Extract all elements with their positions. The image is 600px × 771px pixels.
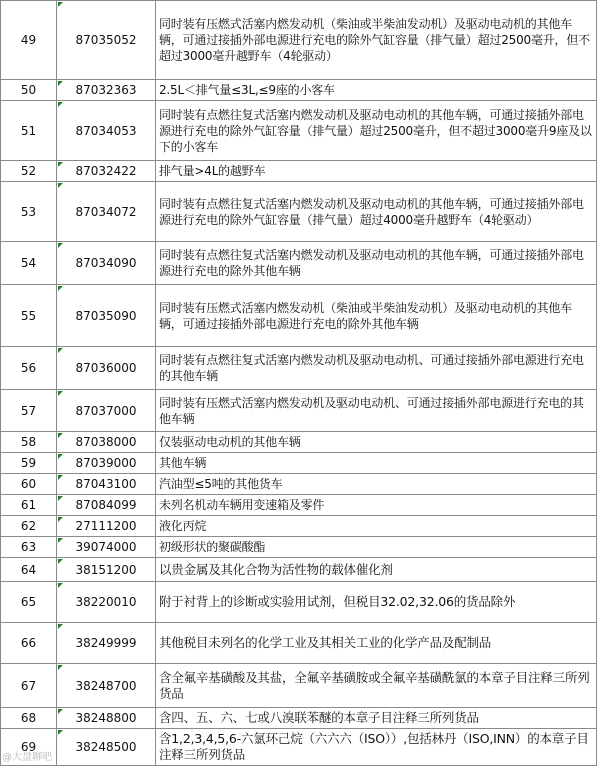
goods-description: 同时装有点燃往复式活塞内燃发动机及驱动电动机的其他车辆，可通过接插外部电源进行充电的除外其他车辆	[156, 242, 597, 285]
hs-code-value: 39074000	[75, 540, 137, 554]
cell-marker-icon	[58, 162, 63, 167]
row-number: 49	[1, 1, 57, 80]
goods-description: 含四、五、六、七或八溴联苯醚的本章子目注释三所列货品	[156, 708, 597, 729]
cell-marker-icon	[58, 624, 63, 629]
hs-code-value: 87038000	[75, 435, 137, 449]
row-number: 68	[1, 708, 57, 729]
goods-description: 含1,2,3,4,5,6-六氯环己烷（六六六（ISO））,包括林丹（ISO,INN）的本章子目注释三所列货品	[156, 729, 597, 766]
goods-description: 排气量>4L的越野车	[156, 161, 597, 182]
hs-code-value: 38151200	[75, 562, 137, 577]
row-number: 61	[1, 495, 57, 516]
row-number: 62	[1, 516, 57, 537]
row-number: 56	[1, 347, 57, 390]
goods-description: 汽油型≤5吨的其他货车	[156, 474, 597, 495]
hs-code-value: 87037000	[75, 403, 137, 418]
table-row	[1, 664, 597, 708]
hs-code	[57, 347, 156, 390]
table-row	[1, 101, 597, 161]
table-row	[1, 729, 597, 766]
cell-marker-icon	[58, 391, 63, 396]
hs-code	[57, 708, 156, 729]
table-row	[1, 516, 597, 537]
table-row	[1, 495, 597, 516]
cell-marker-icon	[58, 433, 63, 438]
goods-description: 同时装有点燃往复式活塞内燃发动机及驱动电动机、可通过接插外部电源进行充电的其他车辆	[156, 347, 597, 390]
hs-code-value: 38249999	[75, 636, 137, 650]
cell-marker-icon	[58, 583, 63, 588]
hs-code	[57, 1, 156, 80]
row-number: 69	[1, 729, 57, 766]
cell-marker-icon	[58, 496, 63, 501]
hs-code	[57, 729, 156, 766]
row-number: 67	[1, 664, 57, 708]
table-row	[1, 1, 597, 80]
table-row	[1, 390, 597, 432]
hs-code-value: 87036000	[75, 361, 137, 375]
hs-code-value: 38220010	[75, 595, 137, 609]
hs-code	[57, 623, 156, 664]
cell-marker-icon	[58, 709, 63, 714]
hs-code-value: 87043100	[75, 477, 137, 491]
hs-code	[57, 432, 156, 453]
hs-code	[57, 495, 156, 516]
hs-code-value: 27111200	[75, 519, 137, 533]
row-number: 63	[1, 537, 57, 558]
hs-code-value: 87034072	[75, 204, 137, 219]
row-number: 58	[1, 432, 57, 453]
table-row	[1, 558, 597, 582]
hs-code	[57, 537, 156, 558]
hs-code	[57, 182, 156, 242]
hs-code	[57, 285, 156, 347]
hs-code	[57, 516, 156, 537]
cell-marker-icon	[58, 475, 63, 480]
row-number: 59	[1, 453, 57, 474]
hs-code-value: 38248800	[75, 711, 137, 725]
cell-marker-icon	[58, 183, 63, 188]
cell-marker-icon	[58, 559, 63, 564]
goods-description: 仅装驱动电动机的其他车辆	[156, 432, 597, 453]
row-number: 66	[1, 623, 57, 664]
goods-description: 同时装有压燃式活塞内燃发动机（柴油或半柴油发动机）及驱动电动机的其他车辆，可通过接插外部电源进行充电的除外气缸容量（排气量）超过2500毫升，但不超过3000毫升越野车（4轮驱动）	[156, 1, 597, 80]
hs-code	[57, 582, 156, 623]
table-row	[1, 161, 597, 182]
hs-code-value: 87032422	[75, 164, 137, 178]
cell-marker-icon	[58, 538, 63, 543]
goods-description: 同时装有点燃往复式活塞内燃发动机及驱动电动机的其他车辆，可通过接插外部电源进行充电的除外气缸容量（排气量）超过4000毫升越野车（4轮驱动）	[156, 182, 597, 242]
cell-marker-icon	[58, 81, 63, 86]
table-row	[1, 708, 597, 729]
row-number: 55	[1, 285, 57, 347]
row-number: 51	[1, 101, 57, 161]
table-row	[1, 285, 597, 347]
row-number: 53	[1, 182, 57, 242]
table-row	[1, 242, 597, 285]
cell-marker-icon	[58, 730, 63, 735]
cell-marker-icon	[58, 454, 63, 459]
hs-code	[57, 390, 156, 432]
goods-description: 附于衬背上的诊断或实验用试剂，但税目32.02,32.06的货品除外	[156, 582, 597, 623]
table-row	[1, 182, 597, 242]
hs-code	[57, 664, 156, 708]
goods-description: 同时装有压燃式活塞内燃发动机及驱动电动机、可通过接插外部电源进行充电的其他车辆	[156, 390, 597, 432]
cell-marker-icon	[58, 286, 63, 291]
row-number: 65	[1, 582, 57, 623]
table-row	[1, 347, 597, 390]
hs-code	[57, 453, 156, 474]
hs-code	[57, 80, 156, 101]
row-number: 54	[1, 242, 57, 285]
hs-code-value: 87034053	[75, 123, 137, 138]
goods-description: 其他车辆	[156, 453, 597, 474]
row-number: 57	[1, 390, 57, 432]
row-number: 52	[1, 161, 57, 182]
cell-marker-icon	[58, 102, 63, 107]
cell-marker-icon	[58, 243, 63, 248]
hs-code-value: 87035052	[75, 33, 137, 47]
table-row	[1, 432, 597, 453]
hs-code	[57, 242, 156, 285]
hs-code	[57, 161, 156, 182]
goods-description: 同时装有点燃往复式活塞内燃发动机及驱动电动机的其他车辆，可通过接插外部电源进行充电的除外气缸容量（排气量）超过2500毫升，但不超过3000毫升9座及以下的小客车	[156, 101, 597, 161]
hs-code	[57, 558, 156, 582]
table-row	[1, 80, 597, 101]
hs-code	[57, 474, 156, 495]
hs-code-value: 87039000	[75, 456, 137, 470]
goods-description: 液化丙烷	[156, 516, 597, 537]
hs-code-value: 87084099	[75, 498, 137, 512]
goods-description: 以贵金属及其化合物为活性物的载体催化剂	[156, 558, 597, 582]
table-row	[1, 623, 597, 664]
goods-description: 初级形状的聚碳酸酯	[156, 537, 597, 558]
goods-description: 未列名机动车辆用变速箱及零件	[156, 495, 597, 516]
row-number: 50	[1, 80, 57, 101]
goods-description: 2.5L＜排气量≤3L,≤9座的小客车	[156, 80, 597, 101]
goods-description: 其他税目未列名的化学工业及其相关工业的化学产品及配制品	[156, 623, 597, 664]
row-number: 60	[1, 474, 57, 495]
table-row	[1, 474, 597, 495]
table-row	[1, 453, 597, 474]
hs-code	[57, 101, 156, 161]
goods-description: 含全氟辛基磺酸及其盐，全氟辛基磺胺或全氟辛基磺酰氯的本章子目注释三所列货品	[156, 664, 597, 708]
goods-description: 同时装有压燃式活塞内燃发动机（柴油或半柴油发动机）及驱动电动机的其他车辆，可通过接插外部电源进行充电的除外其他车辆	[156, 285, 597, 347]
hs-code-value: 87034090	[75, 256, 137, 270]
watermark-text: @大盘聊吧	[2, 752, 52, 763]
hs-code-value: 87035090	[75, 308, 137, 323]
table-row	[1, 582, 597, 623]
table-row	[1, 537, 597, 558]
cell-marker-icon	[58, 348, 63, 353]
cell-marker-icon	[58, 517, 63, 522]
row-number: 64	[1, 558, 57, 582]
cell-marker-icon	[58, 665, 63, 670]
hs-code-value: 87032363	[75, 83, 137, 97]
hs-code-value: 38248500	[75, 740, 137, 754]
cell-marker-icon	[58, 2, 63, 7]
hs-code-value: 38248700	[75, 678, 137, 693]
